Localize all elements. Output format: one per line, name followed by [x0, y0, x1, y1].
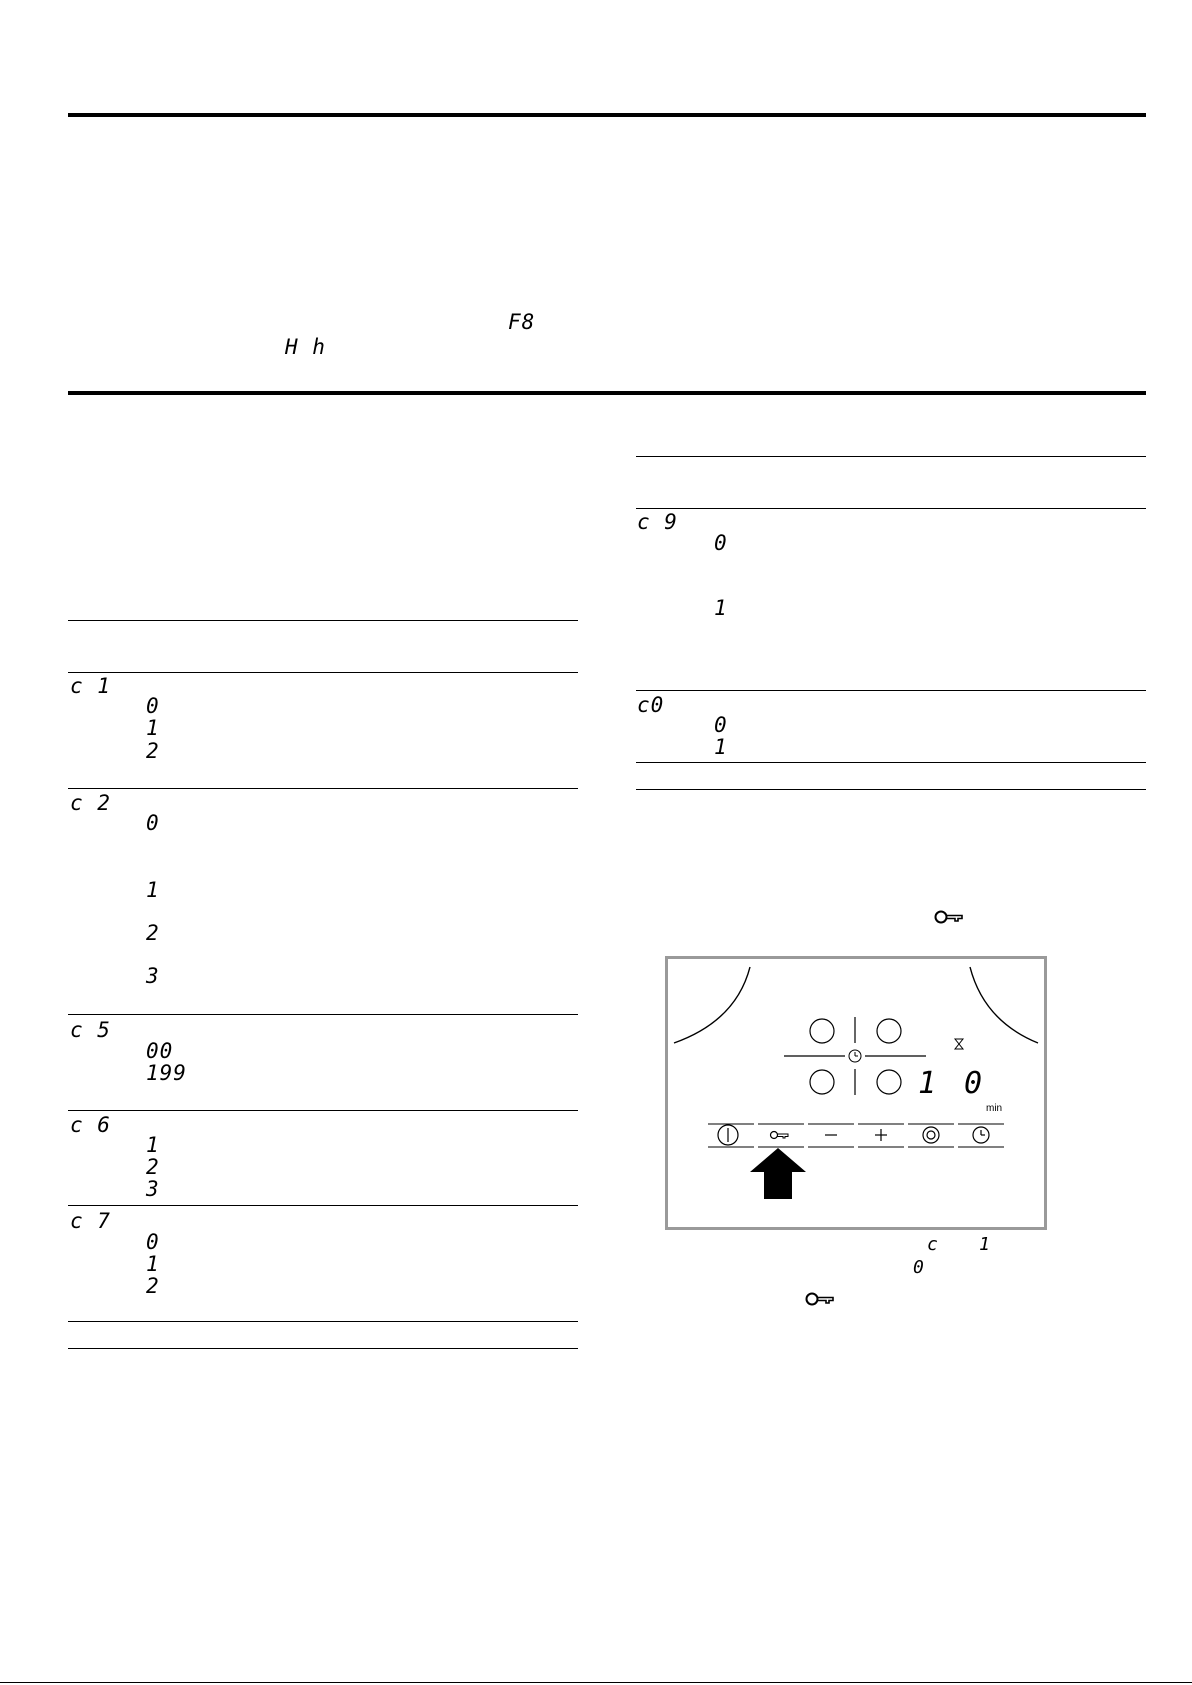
table-row-value: 1 — [714, 735, 728, 759]
error-code-hh: H h — [285, 335, 326, 359]
table-bottom-rule — [68, 1321, 578, 1322]
table-bottom-rule — [636, 762, 1146, 763]
table-row-code: c 2 — [70, 791, 111, 815]
table-row-value: 2 — [146, 1274, 160, 1298]
display-digit-right: 0 — [964, 1066, 984, 1101]
table-row-value: 00 — [146, 1039, 174, 1063]
page-bottom-rule — [0, 1682, 1192, 1683]
table-row-code: c0 — [637, 693, 665, 717]
table-row-value: 199 — [146, 1061, 187, 1085]
table-footer-rule — [636, 789, 1146, 790]
table-row-code: c 7 — [70, 1209, 111, 1233]
table-row-code: c 6 — [70, 1113, 111, 1137]
table-row-value: 1 — [146, 878, 160, 902]
row-divider — [68, 1014, 578, 1015]
table-row-code: c 9 — [637, 510, 678, 534]
table-row-value: 2 — [146, 921, 160, 945]
table-row-value: 1 — [146, 1133, 160, 1157]
childlock-button-icon — [771, 1132, 789, 1139]
min-label: min — [986, 1103, 1003, 1114]
table-row-value: 3 — [146, 964, 160, 988]
top-rule — [68, 113, 1146, 117]
section-rule — [68, 391, 1146, 395]
table-row-value: 0 — [146, 694, 160, 718]
row-divider — [68, 788, 578, 789]
table-footer-rule — [68, 1348, 578, 1349]
row-divider — [68, 1110, 578, 1111]
key-icon — [805, 1291, 835, 1307]
table-row-value: 2 — [146, 739, 160, 763]
code-c: c — [927, 1234, 939, 1255]
powerboost-button-icon — [923, 1127, 939, 1143]
hourglass-icon — [955, 1039, 963, 1049]
code-one: 1 — [979, 1234, 991, 1255]
row-divider — [636, 690, 1146, 691]
control-panel-drawing — [668, 959, 1044, 1227]
display-digit-left: 1 — [918, 1066, 938, 1101]
control-panel-figure — [665, 956, 1047, 1230]
code-zero: 0 — [913, 1257, 925, 1278]
cooktop-edge-right — [970, 967, 1038, 1043]
zone-rear-right-icon — [877, 1070, 901, 1094]
table-row-code: c 5 — [70, 1018, 111, 1042]
zone-front-right-icon — [877, 1019, 901, 1043]
table-row-value: 3 — [146, 1177, 160, 1201]
zone-front-left-icon — [810, 1019, 834, 1043]
table-header-top-rule — [636, 456, 1146, 457]
row-divider — [68, 1205, 578, 1206]
table-row-value: 0 — [146, 811, 160, 835]
table-row-value: 0 — [714, 531, 728, 555]
cooktop-edge-left — [674, 967, 750, 1043]
table-header-bottom-rule — [636, 508, 1146, 509]
table-row-value: 2 — [146, 1155, 160, 1179]
table-row-code: c 1 — [70, 674, 111, 698]
zone-rear-left-icon — [810, 1070, 834, 1094]
table-header-bottom-rule — [68, 672, 578, 673]
key-icon — [934, 909, 964, 925]
table-row-value: 1 — [714, 596, 728, 620]
table-header-top-rule — [68, 620, 578, 621]
pointer-arrow-icon — [750, 1148, 806, 1199]
table-row-value: 0 — [714, 713, 728, 737]
table-row-value: 1 — [146, 716, 160, 740]
table-row-value: 0 — [146, 1230, 160, 1254]
error-code-f8: F8 — [508, 310, 536, 334]
table-row-value: 1 — [146, 1252, 160, 1276]
